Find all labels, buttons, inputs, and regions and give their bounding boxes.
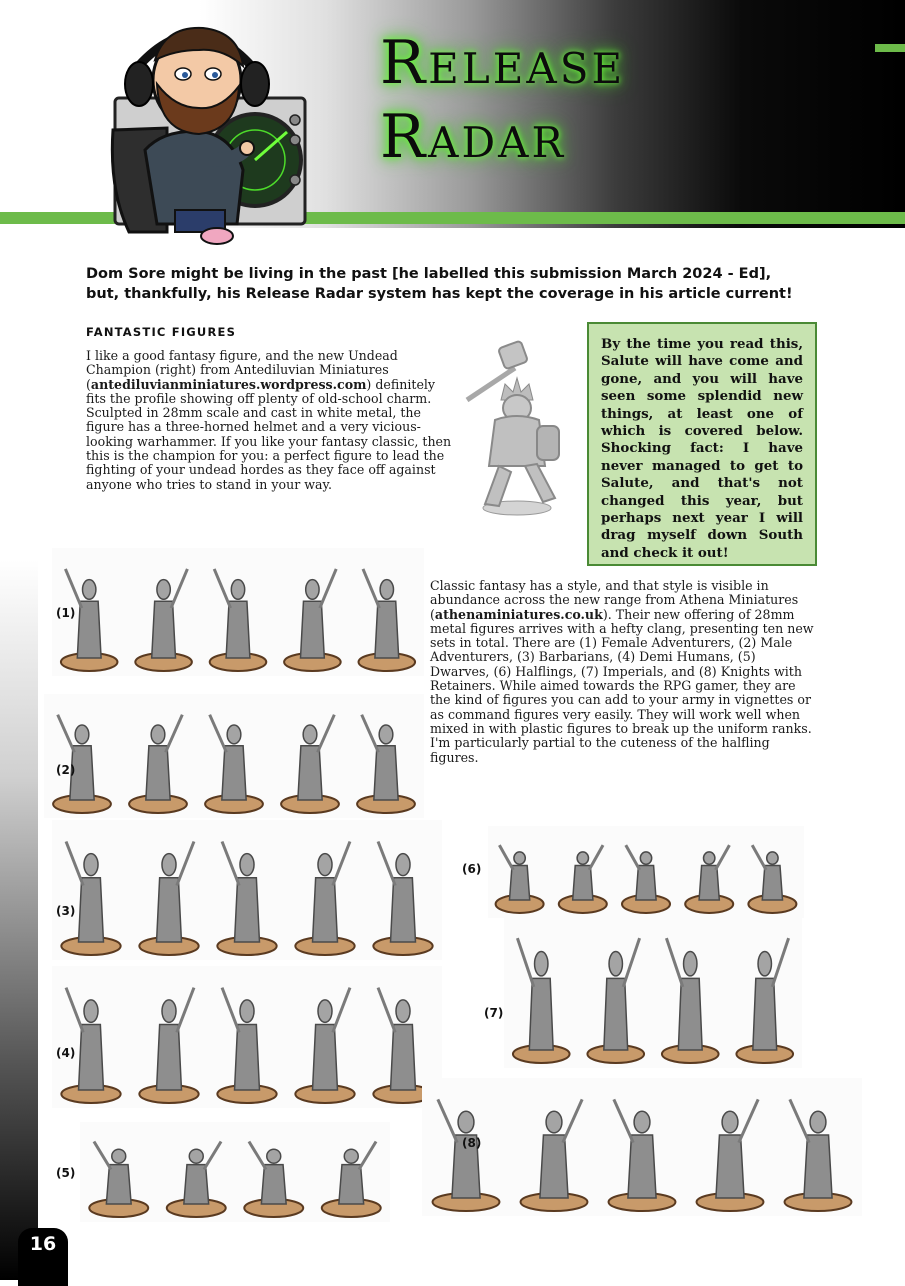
- intro-standfirst: Dom Sore might be living in the past [he labelled this submission March 2024 - Ed], but, thankfully, his Release Radar system has kept the coverage in his article current!: [86, 266, 793, 302]
- section-heading: FANTASTIC FIGURES: [86, 325, 237, 339]
- miniature-figure: [295, 842, 354, 956]
- miniature-figure: [513, 938, 570, 1063]
- left-edge-gradient: [0, 560, 38, 1280]
- miniature-figure: [559, 845, 607, 913]
- photo-dwarves: [80, 1122, 390, 1222]
- miniature-figure: [357, 715, 415, 813]
- miniature-figure: [496, 845, 544, 913]
- figure-label-7: (7): [484, 1006, 504, 1020]
- figure-label-5: (5): [56, 1166, 76, 1180]
- author-caricature-illustration: [105, 10, 315, 250]
- page-title-line2: Radar: [380, 102, 567, 172]
- miniature-figure: [685, 845, 733, 913]
- miniature-figure: [609, 1099, 676, 1211]
- link-antediluvian-miniatures[interactable]: antediluvianminiatures.wordpress.com: [90, 376, 367, 392]
- miniature-figure: [139, 988, 198, 1103]
- figure-label-8: (8): [462, 1136, 482, 1150]
- miniature-figure: [295, 988, 354, 1103]
- miniature-figure: [748, 845, 796, 913]
- page-number: 16: [18, 1228, 68, 1286]
- miniature-figure: [205, 715, 263, 813]
- miniature-figure: [129, 715, 187, 813]
- photo-male-adventurers: [44, 694, 424, 818]
- miniature-figure: [135, 569, 192, 671]
- boxout-text: By the time you read this, Salute will have come and gone, and you will have seen some splendid new things, at least one of which is covered below. Shocking fact: I have never managed to get to Salute, and that's not changed this year, but perhaps next year I will drag myself down South and check it out!: [601, 336, 803, 561]
- photo-female-adventurers: [52, 548, 424, 676]
- miniature-figure: [210, 569, 267, 671]
- boxout-panel: [587, 322, 817, 566]
- miniature-figure: [373, 842, 432, 956]
- miniature-figure: [217, 842, 276, 956]
- undead-champion-photo: [455, 338, 580, 518]
- miniature-figure: [139, 842, 198, 956]
- miniature-figure: [61, 842, 120, 956]
- photo-halflings: [488, 826, 804, 918]
- miniature-figure: [281, 715, 339, 813]
- miniature-figure: [622, 845, 670, 913]
- page-title: [380, 30, 625, 170]
- miniature-figure: [167, 1142, 226, 1218]
- photo-barbarians: [52, 820, 442, 960]
- miniature-figure: [433, 1099, 500, 1211]
- miniature-figure: [662, 938, 719, 1063]
- miniature-figure: [587, 938, 644, 1063]
- miniature-figure: [785, 1099, 852, 1211]
- figure-label-4: (4): [56, 1046, 76, 1060]
- miniature-figure: [322, 1142, 381, 1218]
- miniature-figure: [89, 1142, 148, 1218]
- miniature-figure: [359, 569, 416, 671]
- miniature-figure: [284, 569, 341, 671]
- figure-label-1: (1): [56, 606, 76, 620]
- para1-text-a: I like a good fantasy figure, and the new Undead Champion (right) from Antediluvian Miniatures (: [86, 348, 398, 392]
- article-paragraph-athena-miniatures: [430, 579, 816, 765]
- miniature-figure: [244, 1142, 303, 1218]
- para2-text-b: ). Their new offering of 28mm metal figures arrives with a hefty clang, presenting ten new sets in total. There are (1) Female Adventurers, (2) Male Adventurers, (3) Barbarians, (4) Demi Humans, (5) Dwarves, (6) Halflings, (7) Imperials, and (8) Knights with Retainers. While aimed towards the RPG gamer, they are the kind of figures you can add to your army in vignettes or as command figures very easily. They will work well when mixed in with plastic figures to break up the uniform ranks. I'm particularly partial to the cuteness of the halfling figures.: [430, 606, 814, 765]
- photo-demi-humans: [52, 966, 442, 1108]
- figure-label-6: (6): [462, 862, 482, 876]
- miniature-figure: [697, 1099, 764, 1211]
- header-accent-tab: [875, 44, 905, 52]
- miniature-figure: [217, 988, 276, 1103]
- para1-text-b: ) definitely fits the profile showing off plenty of old-school charm. Sculpted in 28mm scale and cast in white metal, the figure has a three-horned helmet and a very vicious-looking warhammer. If you like your fantasy classic, then this is the champion for you: a perfect figure to lead the fighting of your undead hordes as they face off against anyone who tries to stand in your way.: [86, 376, 452, 492]
- page-title-line1: Release: [380, 28, 626, 98]
- figure-label-2: (2): [56, 763, 76, 777]
- miniature-figure: [521, 1099, 588, 1211]
- figure-label-3: (3): [56, 904, 76, 918]
- photo-knights-with-retainers: [422, 1078, 862, 1216]
- para2-text-a: Classic fantasy has a style, and that style is visible in abundance across the new range from Athena Miniatures (: [430, 578, 799, 622]
- photo-imperials: [504, 916, 802, 1068]
- article-paragraph-undead-champion: [86, 349, 452, 492]
- link-athena-miniatures[interactable]: athenaminiatures.co.uk: [434, 606, 603, 622]
- miniature-figure: [736, 938, 793, 1063]
